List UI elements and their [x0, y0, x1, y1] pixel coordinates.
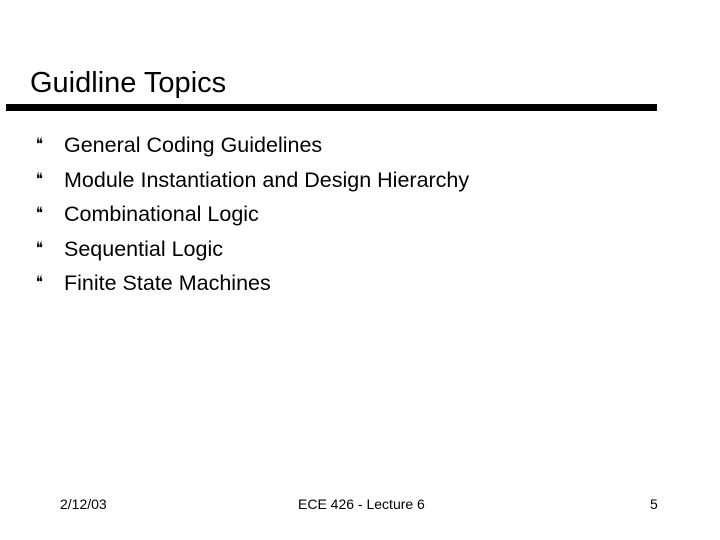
bullet-icon: ❝ [36, 204, 43, 225]
bullet-list [36, 128, 469, 301]
footer-date: 2/12/03 [60, 496, 107, 512]
footer-course: ECE 426 - Lecture 6 [298, 496, 425, 512]
bullet-text: Combinational Logic [64, 202, 259, 227]
bullet-icon: ❝ [36, 135, 43, 156]
bullet-icon: ❝ [36, 238, 43, 259]
bullet-text: General Coding Guidelines [64, 133, 323, 158]
slide-title: Guidline Topics [30, 67, 227, 100]
bullet-icon: ❝ [36, 273, 43, 294]
title-divider [6, 104, 657, 111]
list-item [36, 266, 469, 301]
list-item [36, 232, 469, 267]
list-item [36, 128, 469, 163]
bullet-icon: ❝ [36, 169, 43, 190]
bullet-text: Sequential Logic [64, 236, 223, 261]
page-number: 5 [650, 496, 658, 512]
list-item [36, 163, 469, 198]
list-item [36, 197, 469, 232]
bullet-text: Module Instantiation and Design Hierarchy [64, 167, 470, 192]
bullet-text: Finite State Machines [64, 271, 271, 296]
